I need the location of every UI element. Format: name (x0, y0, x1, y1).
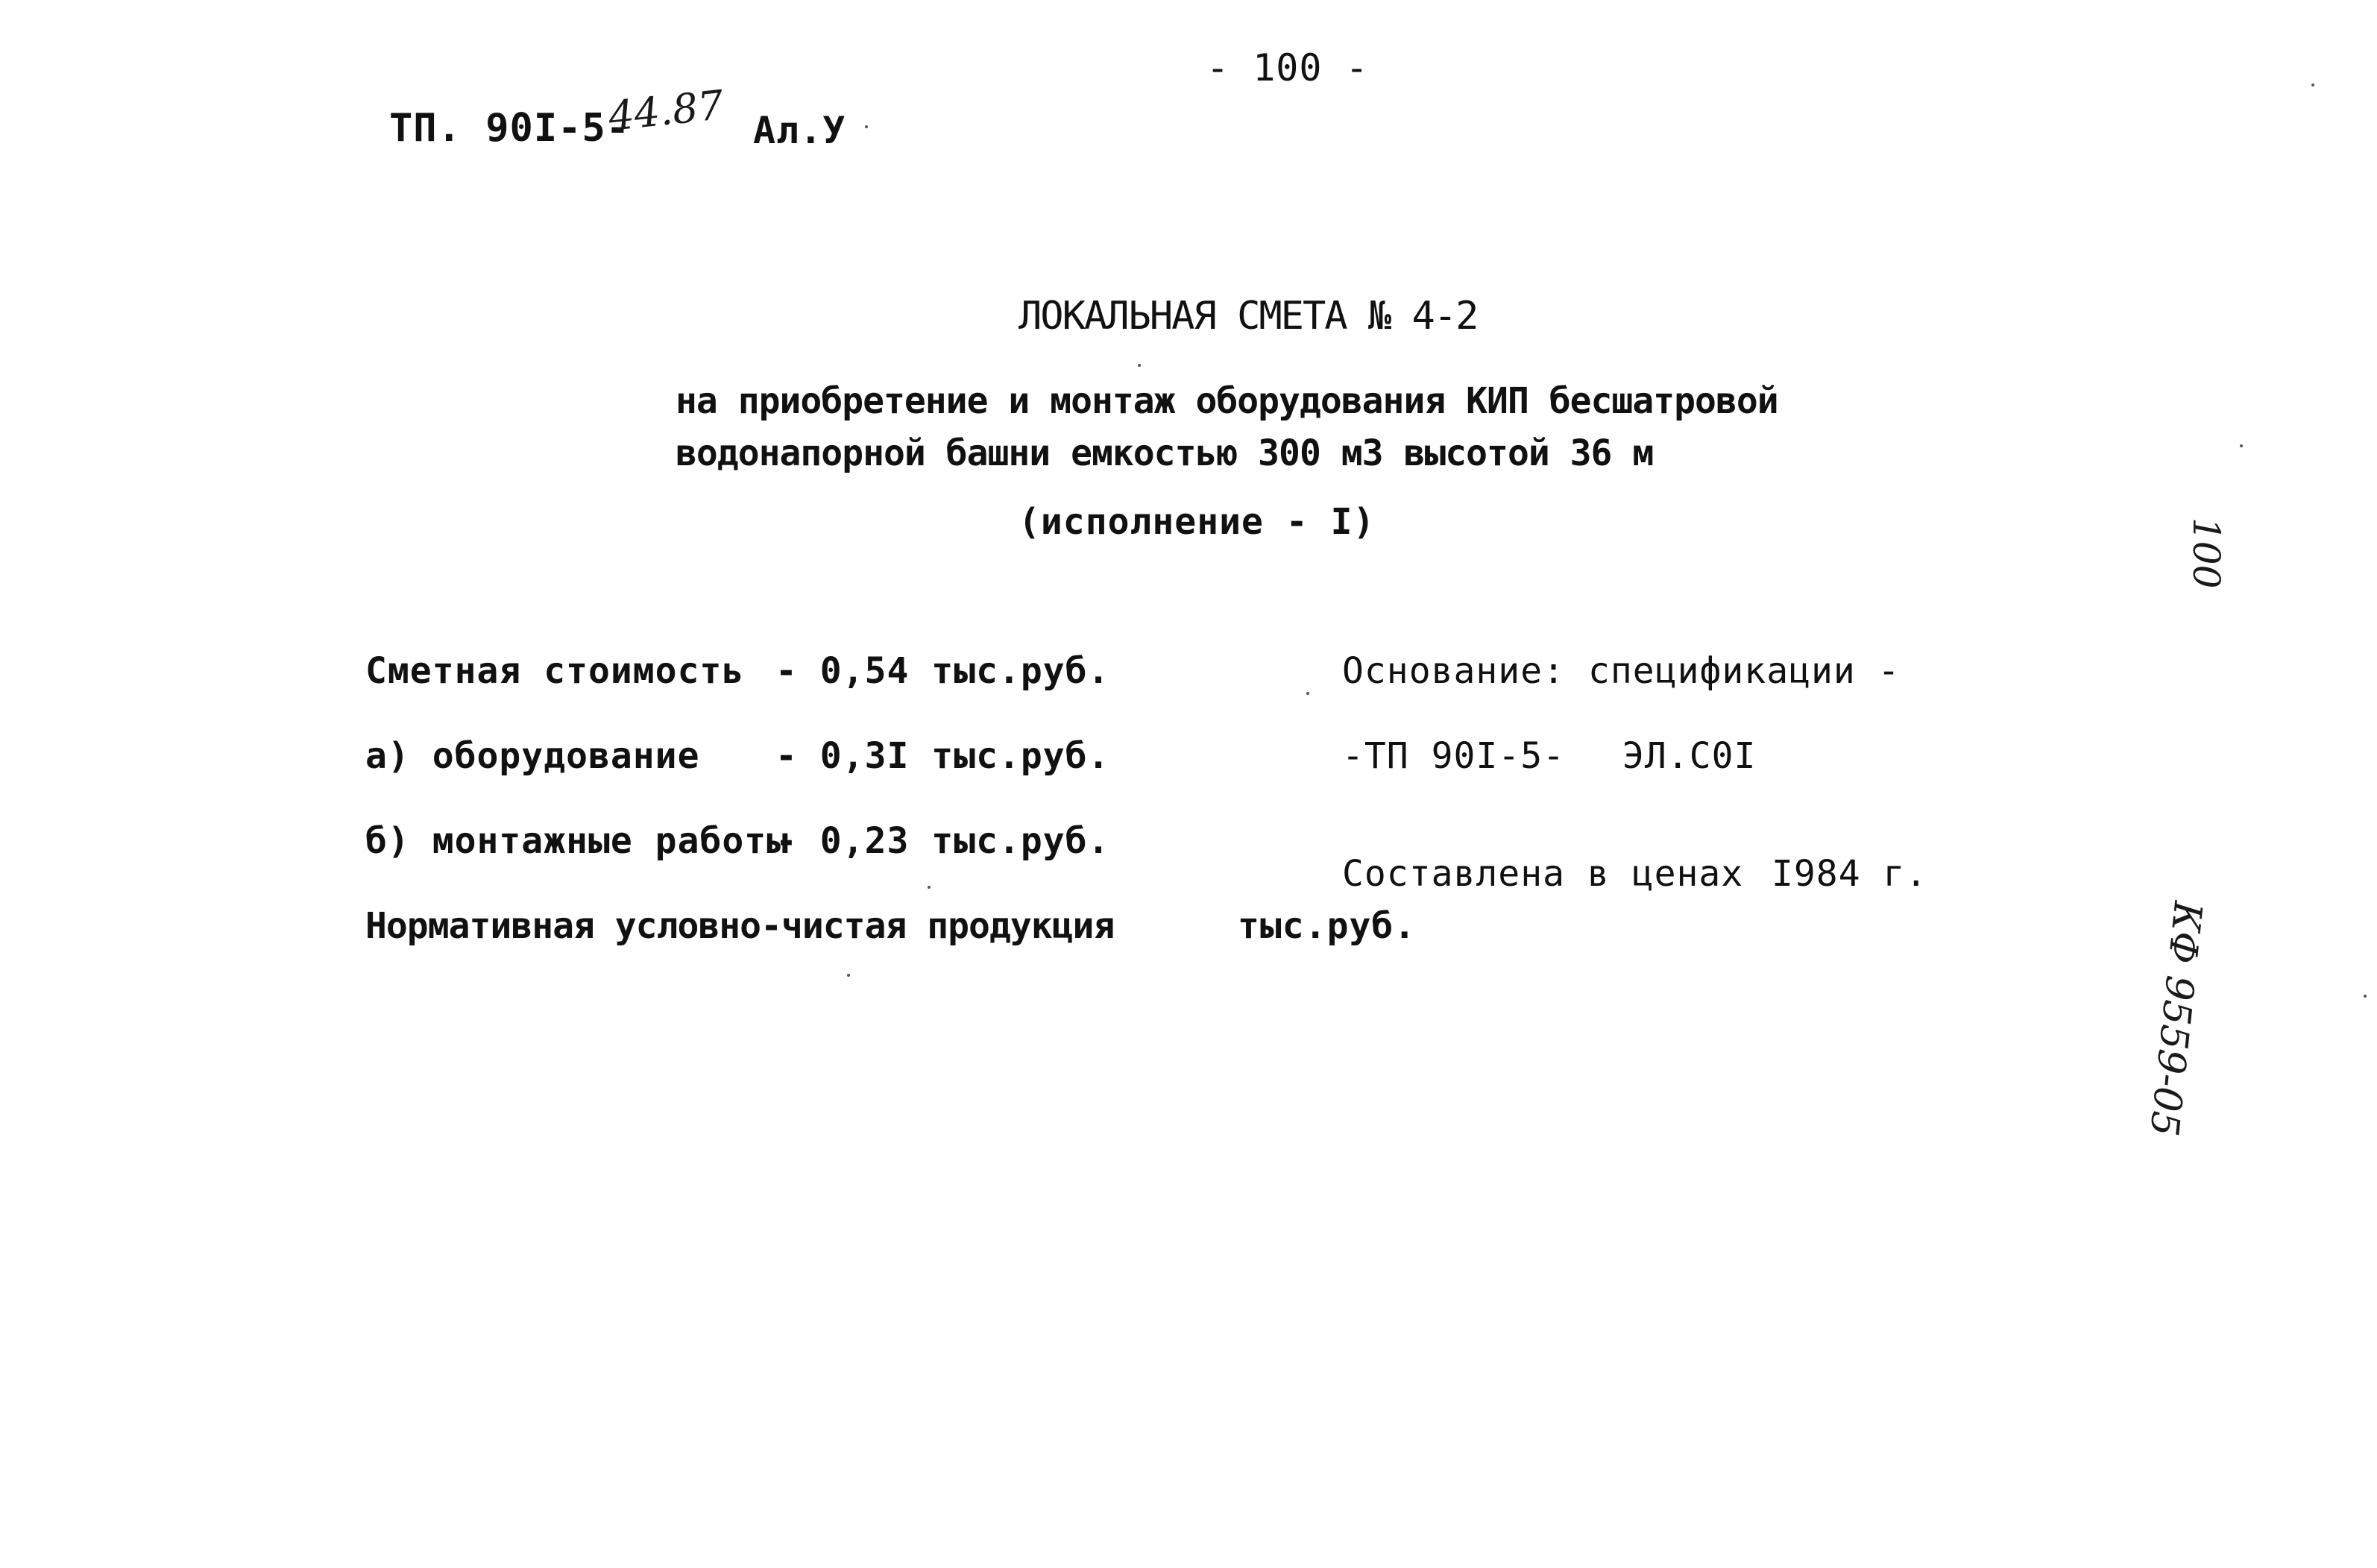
estimate-subtitle-line-2: водонапорной башни емкостью 300 м3 высотой 36 м (676, 432, 1654, 474)
doc-code-prefix: ТП. 90I-5- (389, 106, 631, 151)
basis-doc-ref: -ТП 90I-5- (1342, 735, 1565, 777)
margin-page-number: 100 (2185, 517, 2228, 589)
scan-speck (847, 974, 850, 977)
installation-cost-value: - 0,23 тыс.руб. (775, 820, 1110, 862)
basis-label: Основание: (1342, 650, 1565, 692)
scan-speck (1138, 364, 1141, 367)
estimate-variant: (исполнение - I) (1019, 501, 1376, 543)
scan-speck (928, 886, 931, 889)
normative-product-value: тыс.руб. (1238, 905, 1417, 947)
basis-doc-sheet: ЭЛ.С0I (1622, 735, 1757, 777)
scan-speck (865, 125, 868, 128)
estimate-title: ЛОКАЛЬНАЯ СМЕТА № 4-2 (1019, 294, 1478, 339)
estimate-subtitle-line-1: на приобретение и монтаж оборудования КИП бесшатровой (676, 380, 1778, 422)
doc-code-suffix: Ал.У (753, 109, 846, 152)
installation-cost-label: б) монтажные работы (365, 820, 790, 862)
doc-code-handwritten-number: 44.87 (606, 81, 726, 140)
total-cost-value: - 0,54 тыс.руб. (775, 650, 1110, 692)
scan-speck (1306, 692, 1309, 695)
total-cost-label: Сметная стоимость (365, 650, 745, 692)
page-number: - 100 - (1206, 46, 1369, 89)
equipment-cost-label: а) оборудование (365, 735, 700, 777)
basis-value: спецификации - (1588, 650, 1901, 692)
normative-product-label: Нормативная условно-чистая продукция (365, 905, 1115, 947)
prices-label: Составлена в ценах (1342, 853, 1744, 895)
scan-speck (2364, 995, 2367, 998)
margin-archive-code: КФ 9559-05 (2141, 899, 2210, 1139)
scan-speck (2240, 444, 2243, 447)
equipment-cost-value: - 0,3I тыс.руб. (775, 735, 1110, 777)
scan-speck (2311, 84, 2314, 86)
prices-year: I984 г. (1772, 853, 1928, 895)
